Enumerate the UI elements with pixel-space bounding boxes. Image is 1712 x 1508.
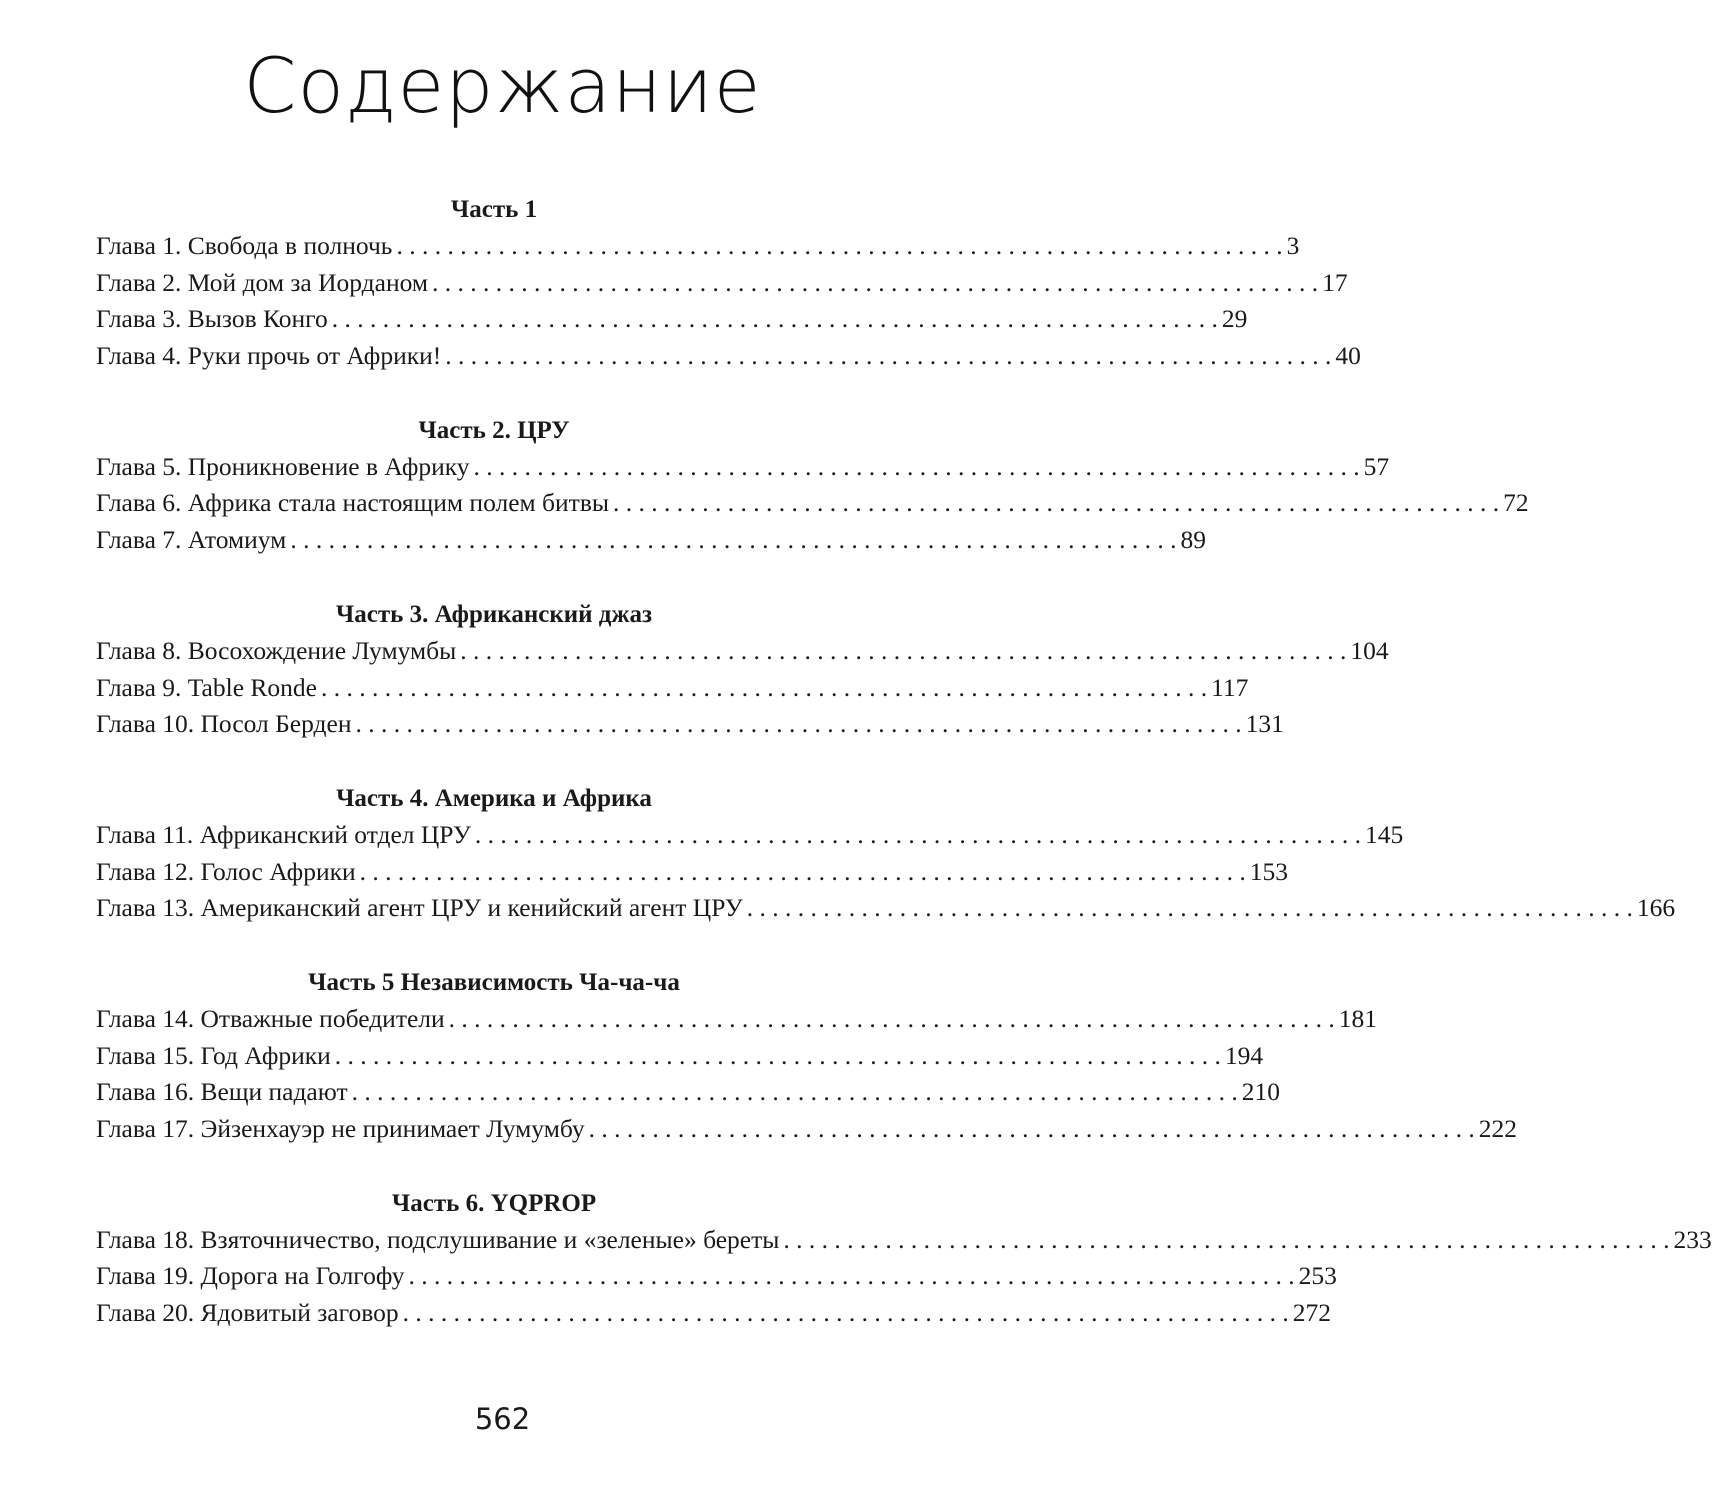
toc-entry[interactable] xyxy=(96,670,1249,707)
toc-part xyxy=(96,1186,1712,1332)
toc-entry[interactable] xyxy=(96,301,1248,338)
toc-part xyxy=(96,781,1676,927)
dot-leader: . . . . . . . . . . . . . . . . . . . . . . . . . . . . . . . . . . . . . . . . . . . . . . . . . . . . . . . . . . . . . . . . . . . . . . xyxy=(355,709,1242,739)
dot-leader: . . . . . . . . . . . . . . . . . . . . . . . . . . . . . . . . . . . . . . . . . . . . . . . . . . . . . . . . . . . . . . . . . . . . . . xyxy=(474,819,1362,849)
toc-entry[interactable] xyxy=(96,1001,1378,1038)
chapter-title: Глава 18. Взяточничество, подслушивание и «зеленые» береты xyxy=(96,1224,780,1254)
dot-leader: . . . . . . . . . . . . . . . . . . . . . . . . . . . . . . . . . . . . . . . . . . . . . . . . . . . . . . . . . . . . . . . . . . . . . . xyxy=(396,231,1283,260)
chapter-title: Глава 20. Ядовитый заговор xyxy=(96,1298,399,1328)
chapter-title: Глава 7. Атомиум xyxy=(96,525,287,555)
toc-entry[interactable] xyxy=(96,890,1676,927)
toc-entry[interactable] xyxy=(96,485,1529,522)
chapter-page: 181 xyxy=(1338,1003,1378,1033)
chapter-title: Глава 4. Руки прочь от Африки! xyxy=(96,341,442,371)
chapter-page: 253 xyxy=(1298,1261,1337,1291)
toc-part xyxy=(96,965,1517,1148)
chapter-page: 131 xyxy=(1245,709,1284,739)
toc-entry[interactable] xyxy=(96,854,1289,891)
dot-leader: . . . . . . . . . . . . . . . . . . . . . . . . . . . . . . . . . . . . . . . . . . . . . . . . . . . . . . . . . . . . . . . . . . . . . . xyxy=(408,1261,1295,1291)
dot-leader: . . . . . . . . . . . . . . . . . . . . . . . . . . . . . . . . . . . . . . . . . . . . . . . . . . . . . . . . . . . . . . . . . . . . . . xyxy=(613,488,1500,518)
chapter-page: 40 xyxy=(1335,341,1361,371)
toc-entry[interactable] xyxy=(96,265,1348,302)
page-title: Содержание xyxy=(243,41,762,130)
chapter-title: Глава 16. Вещи падают xyxy=(96,1077,348,1107)
toc-entry[interactable] xyxy=(96,817,1404,854)
chapter-title: Глава 6. Африка стала настоящим полем битвы xyxy=(96,488,609,518)
chapter-title: Глава 9. Table Ronde xyxy=(96,672,317,702)
chapter-title: Глава 8. Восохождение Лумумбы xyxy=(96,635,457,665)
dot-leader: . . . . . . . . . . . . . . . . . . . . . . . . . . . . . . . . . . . . . . . . . . . . . . . . . . . . . . . . . . . . . . . . . . . . . . xyxy=(290,525,1177,555)
toc-entry[interactable] xyxy=(96,228,1300,265)
part-title: Часть 6. YQPROP xyxy=(391,1189,597,1217)
part-title: Часть 5 Независимость Ча-ча-ча xyxy=(308,968,680,996)
toc-entry[interactable] xyxy=(96,1295,1331,1332)
part-title: Часть 4. Америка и Африка xyxy=(336,784,652,812)
chapter-page: 29 xyxy=(1221,304,1248,334)
toc-entry[interactable] xyxy=(96,1258,1337,1295)
chapter-page: 3 xyxy=(1286,231,1300,260)
toc-part xyxy=(96,597,1389,743)
chapter-title: Глава 12. Голос Африки xyxy=(96,856,356,886)
chapter-page: 166 xyxy=(1636,893,1676,923)
chapter-title: Глава 1. Свобода в полночь xyxy=(96,231,393,260)
chapter-page: 89 xyxy=(1180,525,1206,555)
chapter-page: 104 xyxy=(1350,635,1389,665)
part-title: Часть 1 xyxy=(450,196,538,223)
chapter-title: Глава 2. Мой дом за Иорданом xyxy=(96,267,429,297)
chapter-title: Глава 10. Посол Берден xyxy=(96,709,352,739)
toc-entry[interactable] xyxy=(96,633,1389,670)
chapter-title: Глава 13. Американский агент ЦРУ и кенийский агент ЦРУ xyxy=(96,893,743,923)
dot-leader: . . . . . . . . . . . . . . . . . . . . . . . . . . . . . . . . . . . . . . . . . . . . . . . . . . . . . . . . . . . . . . . . . . . . . . xyxy=(334,1040,1221,1070)
chapter-page: 17 xyxy=(1322,267,1348,297)
chapter-page: 72 xyxy=(1503,488,1529,518)
chapter-page: 145 xyxy=(1365,819,1404,849)
chapter-page: 57 xyxy=(1363,451,1390,481)
chapter-page: 210 xyxy=(1241,1077,1280,1107)
toc-part xyxy=(96,413,1529,559)
dot-leader: . . . . . . . . . . . . . . . . . . . . . . . . . . . . . . . . . . . . . . . . . . . . . . . . . . . . . . . . . . . . . . . . . . . . . . xyxy=(402,1298,1289,1328)
toc-entry[interactable] xyxy=(96,706,1284,743)
dot-leader: . . . . . . . . . . . . . . . . . . . . . . . . . . . . . . . . . . . . . . . . . . . . . . . . . . . . . . . . . . . . . . . . . . . . . . xyxy=(351,1077,1238,1107)
dot-leader: . . . . . . . . . . . . . . . . . . . . . . . . . . . . . . . . . . . . . . . . . . . . . . . . . . . . . . . . . . . . . . . . . . . . . . xyxy=(588,1114,1475,1143)
toc-entry[interactable] xyxy=(96,449,1390,486)
part-title: Часть 3. Африканский джаз xyxy=(335,600,653,628)
page-number: 562 xyxy=(474,1402,531,1436)
chapter-page: 153 xyxy=(1249,856,1289,886)
chapter-title: Глава 19. Дорога на Голгофу xyxy=(96,1261,405,1291)
toc-entry[interactable] xyxy=(96,1222,1712,1259)
toc-entry[interactable] xyxy=(96,1111,1517,1148)
dot-leader: . . . . . . . . . . . . . . . . . . . . . . . . . . . . . . . . . . . . . . . . . . . . . . . . . . . . . . . . . . . . . . . . . . . . . . xyxy=(460,635,1347,665)
dot-leader: . . . . . . . . . . . . . . . . . . . . . . . . . . . . . . . . . . . . . . . . . . . . . . . . . . . . . . . . . . . . . . . . . . . . . . xyxy=(746,893,1633,923)
dot-leader: . . . . . . . . . . . . . . . . . . . . . . . . . . . . . . . . . . . . . . . . . . . . . . . . . . . . . . . . . . . . . . . . . . . . . . xyxy=(432,267,1319,297)
dot-leader: . . . . . . . . . . . . . . . . . . . . . . . . . . . . . . . . . . . . . . . . . . . . . . . . . . . . . . . . . . . . . . . . . . . . . . xyxy=(331,304,1218,334)
toc-entry[interactable] xyxy=(96,338,1361,375)
dot-leader: . . . . . . . . . . . . . . . . . . . . . . . . . . . . . . . . . . . . . . . . . . . . . . . . . . . . . . . . . . . . . . . . . . . . . . xyxy=(448,1003,1335,1033)
chapter-title: Глава 14. Отважные победители xyxy=(96,1003,445,1033)
dot-leader: . . . . . . . . . . . . . . . . . . . . . . . . . . . . . . . . . . . . . . . . . . . . . . . . . . . . . . . . . . . . . . . . . . . . . . xyxy=(320,672,1208,702)
chapter-title: Глава 11. Африканский отдел ЦРУ xyxy=(96,819,471,849)
chapter-page: 117 xyxy=(1211,672,1249,702)
toc-entry[interactable] xyxy=(96,1038,1264,1075)
chapter-title: Глава 15. Год Африки xyxy=(96,1040,331,1070)
dot-leader: . . . . . . . . . . . . . . . . . . . . . . . . . . . . . . . . . . . . . . . . . . . . . . . . . . . . . . . . . . . . . . . . . . . . . . xyxy=(445,341,1332,371)
chapter-page: 222 xyxy=(1478,1114,1517,1143)
table-of-contents xyxy=(96,192,1712,1370)
chapter-page: 272 xyxy=(1292,1298,1331,1328)
dot-leader: . . . . . . . . . . . . . . . . . . . . . . . . . . . . . . . . . . . . . . . . . . . . . . . . . . . . . . . . . . . . . . . . . . . . . . xyxy=(359,856,1246,886)
chapter-title: Глава 3. Вызов Конго xyxy=(96,304,328,334)
chapter-page: 233 xyxy=(1673,1224,1712,1254)
chapter-title: Глава 17. Эйзенхауэр не принимает Лумумбу xyxy=(96,1114,585,1143)
chapter-title: Глава 5. Проникновение в Африку xyxy=(96,451,470,481)
toc-entry[interactable] xyxy=(96,522,1206,559)
dot-leader: . . . . . . . . . . . . . . . . . . . . . . . . . . . . . . . . . . . . . . . . . . . . . . . . . . . . . . . . . . . . . . . . . . . . . . xyxy=(783,1224,1670,1254)
part-title: Часть 2. ЦРУ xyxy=(418,416,570,444)
chapter-page: 194 xyxy=(1224,1040,1264,1070)
toc-part xyxy=(96,192,1361,375)
toc-entry[interactable] xyxy=(96,1074,1280,1111)
dot-leader: . . . . . . . . . . . . . . . . . . . . . . . . . . . . . . . . . . . . . . . . . . . . . . . . . . . . . . . . . . . . . . . . . . . . . . xyxy=(473,451,1360,481)
